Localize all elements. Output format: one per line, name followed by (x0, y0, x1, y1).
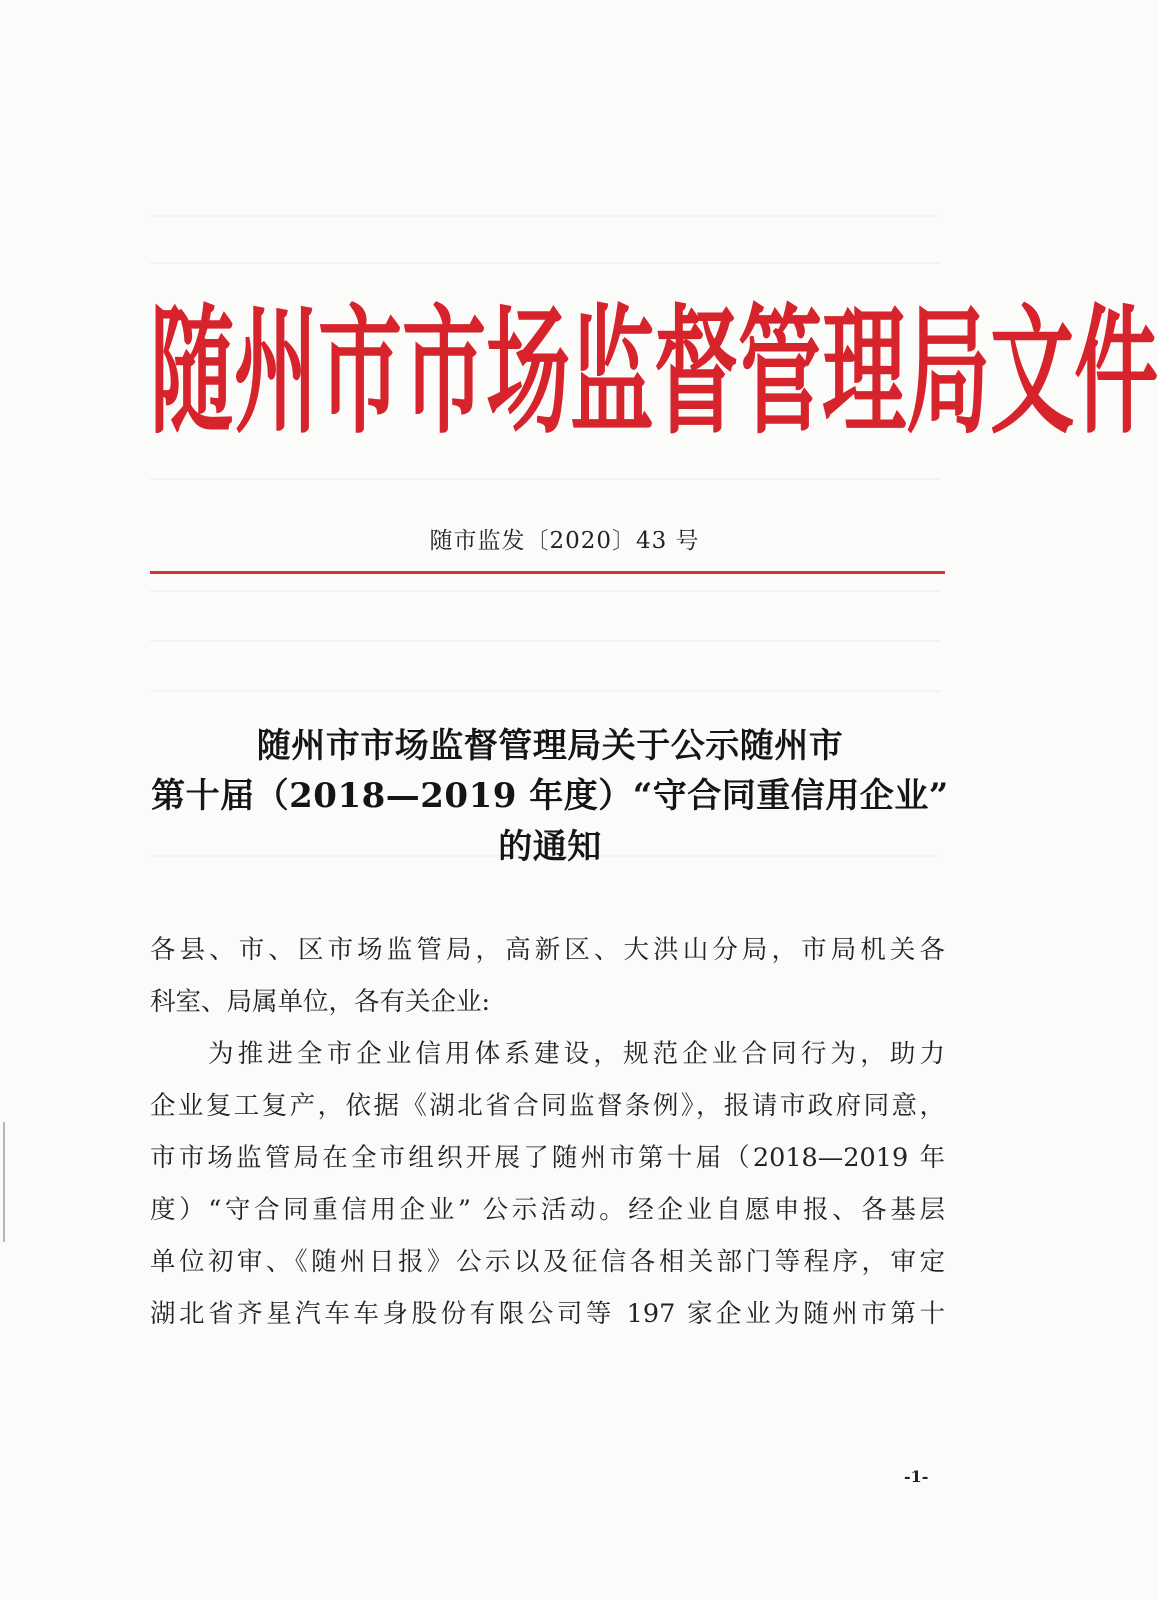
masthead-char: 理 (822, 289, 907, 453)
document-masthead (150, 289, 1158, 453)
salutation-line-2: 科室、局属单位，各有关企业: (150, 987, 491, 1017)
paragraph-line-5: 单位初审、《随州日报》公示以及征信各相关部门等程序，审定 (150, 1247, 945, 1277)
salutation-line-1: 各县、市、区市场监管局，高新区、大洪山分局，市局机关各 (150, 935, 945, 965)
notice-title-line-3: 的通知 (498, 827, 602, 867)
masthead-char: 场 (486, 289, 571, 453)
masthead-char: 市 (402, 289, 487, 453)
page-number: -1- (904, 1467, 929, 1486)
paragraph-line-6: 湖北省齐星汽车车身股份有限公司等 197 家企业为随州市第十 (150, 1299, 945, 1329)
masthead-char: 文 (990, 289, 1075, 453)
scan-bleed (150, 478, 940, 480)
masthead-char: 管 (738, 289, 823, 453)
paragraph-line-4: 度）“守合同重信用企业” 公示活动。经企业自愿申报、各基层 (150, 1195, 945, 1225)
document-number: 随市监发〔2020〕43 号 (429, 528, 700, 554)
notice-title-line-2: 第十届（2018—2019 年度）“守合同重信用企业” (151, 776, 949, 816)
paragraph-line-1: 为推进全市企业信用体系建设，规范企业合同行为，助力 (208, 1039, 945, 1069)
scan-bleed (150, 215, 940, 217)
scan-bleed (150, 262, 940, 264)
masthead-char: 局 (906, 289, 991, 453)
notice-title-line-1: 随州市市场监督管理局关于公示随州市 (256, 726, 844, 766)
masthead-char: 州 (234, 289, 319, 453)
masthead-char: 监 (570, 289, 655, 453)
scan-artifact (3, 1122, 5, 1242)
scan-bleed (150, 640, 940, 642)
masthead-char: 督 (654, 289, 739, 453)
paragraph-line-3: 市市场监管局在全市组织开展了随州市第十届（2018—2019 年 (150, 1143, 945, 1173)
masthead-char: 市 (318, 289, 403, 453)
scan-bleed (150, 690, 940, 692)
red-divider-rule (150, 571, 945, 574)
scan-bleed (150, 590, 940, 592)
masthead-char: 随 (150, 289, 235, 453)
paragraph-line-2: 企业复工复产，依据《湖北省合同监督条例》，报请市政府同意， (150, 1091, 945, 1121)
masthead-char: 件 (1074, 289, 1158, 453)
